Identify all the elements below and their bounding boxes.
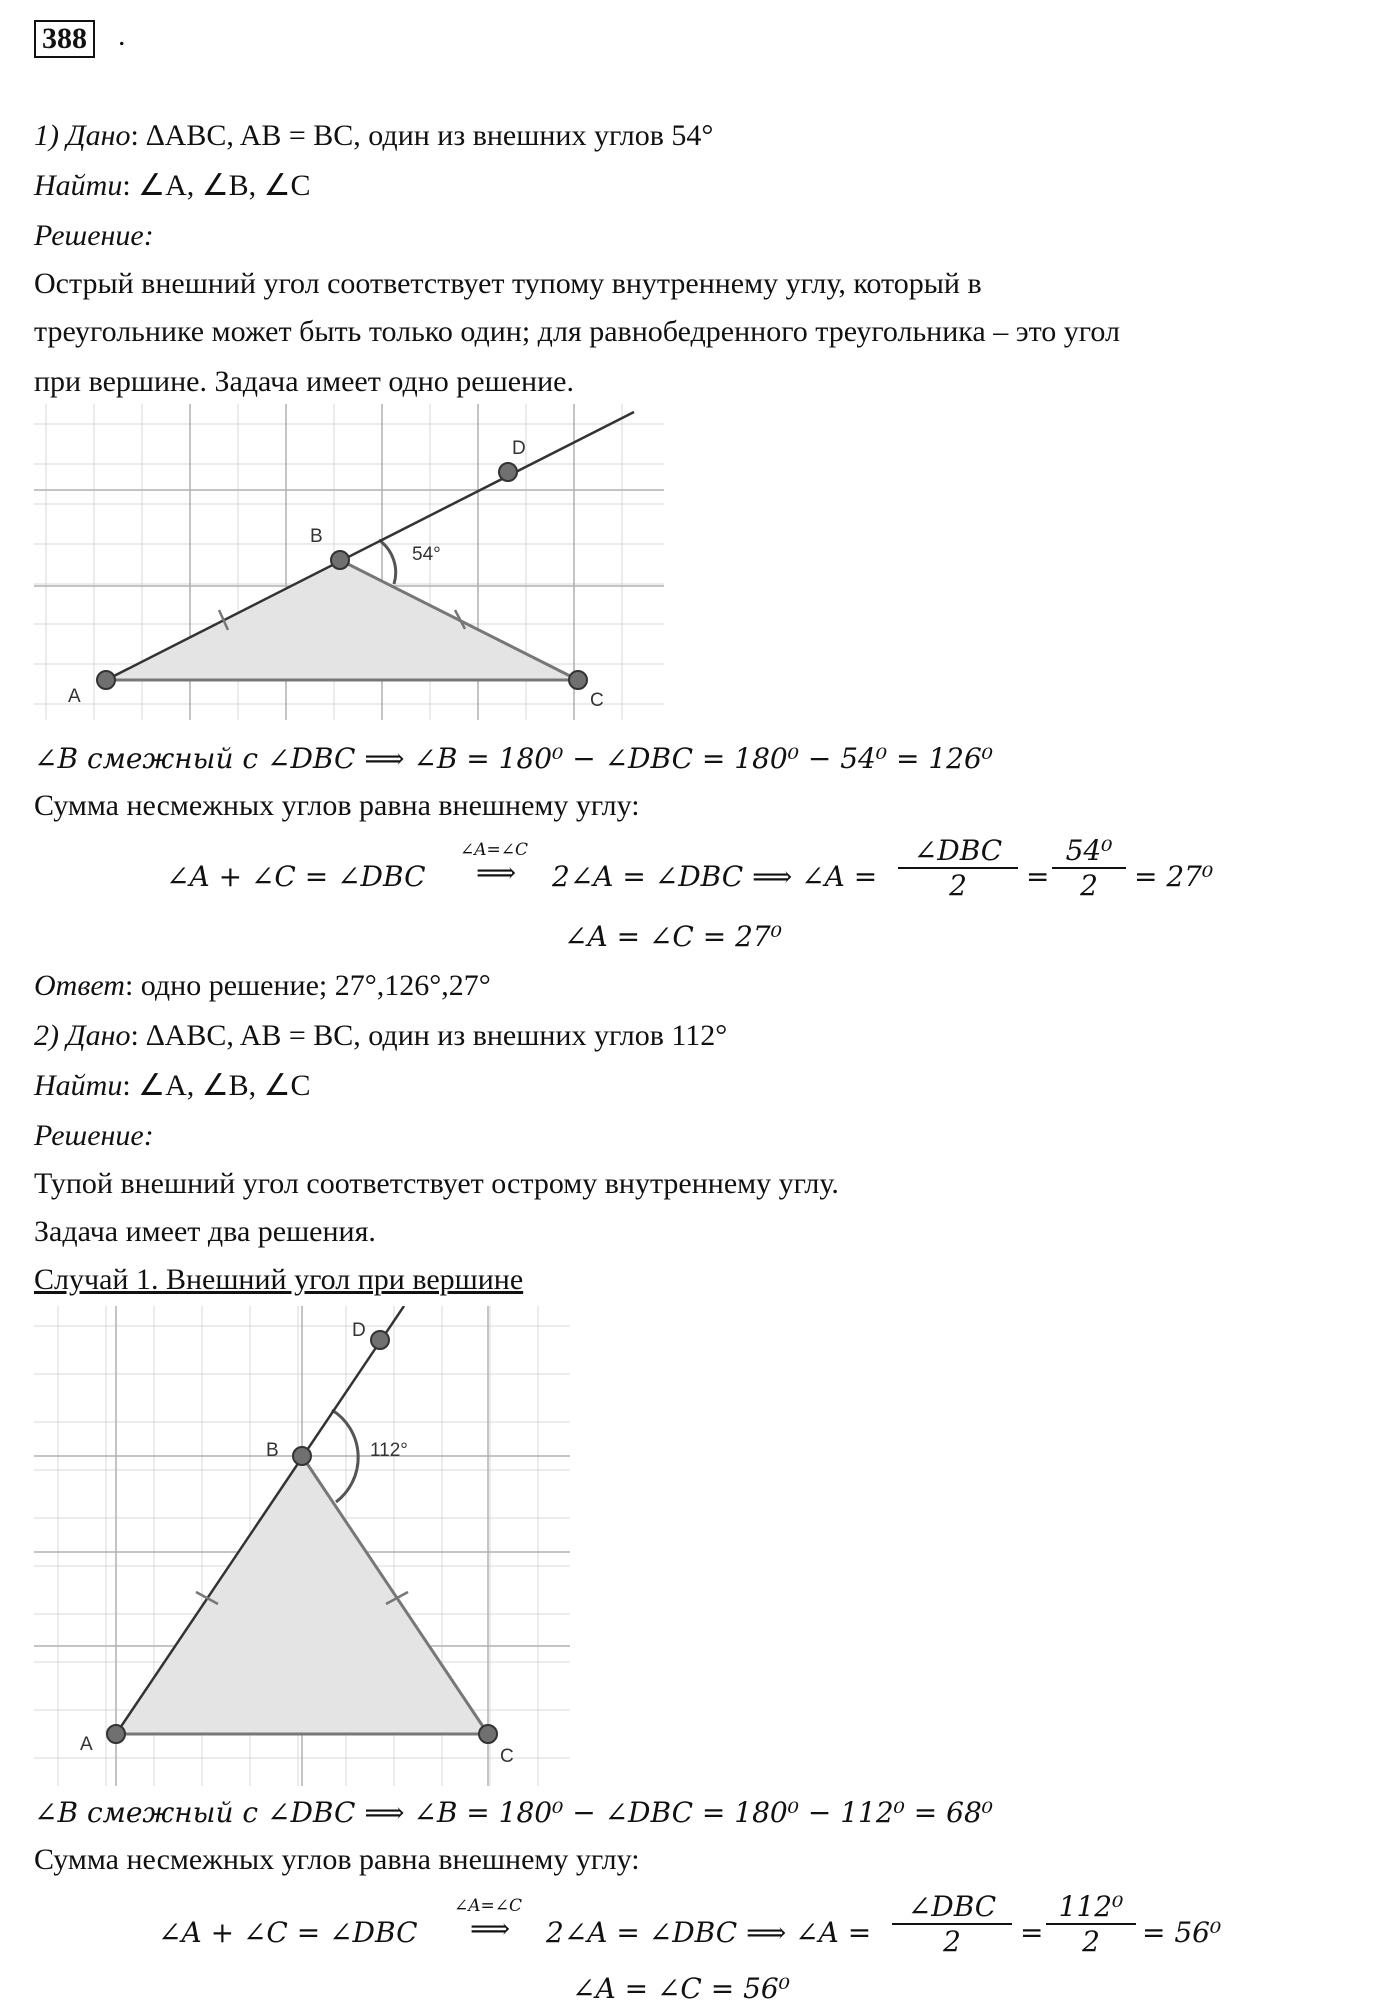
part1-given [34,118,713,154]
part1-arrow-label: ∠A=∠C [460,840,529,860]
point-D-1 [499,463,517,481]
part1-answer-label: Ответ [34,969,125,1002]
part1-eq-left: ∠A + ∠C = ∠DBC [166,860,426,893]
part2-frac1 [892,1890,1012,1958]
label-D-1: D [512,438,526,459]
part1-given-text: : ∆ABC, AB = BC, один из внешних углов 54° [130,119,714,152]
part2-para1: Тупой внешний угол соответствует острому внутреннему углу. [34,1167,839,1200]
part2-frac1-bot: 2 [943,1925,961,1958]
part2-case1: Случай 1. Внешний угол при вершине [34,1263,524,1296]
part2-arrow-label: ∠A=∠C [454,1896,523,1916]
point-B-2 [293,1447,311,1465]
part1-frac1-top: ∠DBC [898,834,1018,869]
part1-frac2 [1052,834,1126,902]
part2-eq-mid: 2∠A = ∠DBC ⟹ ∠A = [546,1916,872,1949]
triangle-2-fill [116,1456,488,1734]
point-D-2 [371,1331,389,1349]
part1-adjacent-eq: ∠B смежный с ∠DBC ⟹ ∠B = 180⁰ − ∠DBC = 180⁰ − 54⁰ = 126⁰ [34,742,993,775]
label-B-2: B [266,1440,279,1461]
part1-solution-label: Решение: [34,219,154,252]
part2-frac1-top: ∠DBC [892,1890,1012,1925]
part2-frac2-top: 112⁰ [1046,1890,1136,1925]
part2-frac2-bot: 2 [1082,1925,1100,1958]
part1-answer-text: : одно решение; 27°,126°,27° [124,969,491,1002]
problem-number-dot: . [118,19,126,52]
part2-implies-arrow: ⟹ [470,1912,511,1945]
problem-number: 388 [34,20,95,58]
part1-frac2-top: 54⁰ [1052,834,1126,869]
label-C-2: C [500,1746,514,1767]
part1-eq-result: = 27⁰ [1134,860,1214,893]
part1-answer [34,968,491,1004]
part2-adjacent-eq: ∠B смежный с ∠DBC ⟹ ∠B = 180⁰ − ∠DBC = 180⁰ − 112⁰ = 68⁰ [34,1796,993,1829]
point-A-2 [107,1725,125,1743]
point-C-2 [479,1725,497,1743]
part1-find-label: Найти [34,169,123,202]
part1-sum-text: Сумма несмежных углов равна внешнему углу: [34,789,640,822]
part2-frac2 [1046,1890,1136,1958]
point-B-1 [331,551,349,569]
label-C-1: C [590,690,604,711]
part2-find [34,1068,311,1104]
part2-eq-result: = 56⁰ [1142,1916,1222,1949]
part1-para1: Острый внешний угол соответствует тупому внутреннему углу, который в [34,267,982,300]
part2-find-text: : ∠A, ∠B, ∠C [122,1069,311,1102]
part2-eq-sign: = [1020,1916,1044,1949]
part1-para2: треугольнике может быть только один; для равнобедренного треугольника – это угол [34,315,1120,348]
part1-eq2: ∠A = ∠C = 27⁰ [564,920,782,953]
part2-given [34,1018,727,1054]
point-C-1 [569,671,587,689]
part2-para2: Задача имеет два решения. [34,1215,376,1248]
part1-para3: при вершине. Задача имеет одно решение. [34,365,574,398]
angle-label-2: 112° [370,1440,408,1461]
part2-solution-label: Решение: [34,1119,154,1152]
label-A-2: A [80,1734,93,1755]
part2-eq-left: ∠A + ∠C = ∠DBC [158,1916,418,1949]
label-A-1: A [68,686,81,707]
part1-eq-sign: = [1026,860,1050,893]
part2-find-label: Найти [34,1069,123,1102]
part2-given-label: 2) Дано [34,1019,131,1052]
part2-given-text: : ∆ABC, AB = BC, один из внешних углов 112° [130,1019,728,1052]
part1-given-label: 1) Дано [34,119,131,152]
figure-2 [34,1306,570,1786]
figure-1 [34,404,664,720]
triangle-1-fill [106,560,578,680]
angle-label-1: 54° [412,544,441,565]
point-A-1 [97,671,115,689]
label-B-1: B [310,526,323,547]
part2-sum-text: Сумма несмежных углов равна внешнему углу: [34,1843,640,1876]
part1-frac1-bot: 2 [949,869,967,902]
part1-find-text: : ∠A, ∠B, ∠C [122,169,311,202]
part2-eq2: ∠A = ∠C = 56⁰ [572,1972,790,2005]
part1-find [34,168,311,204]
part1-frac2-bot: 2 [1080,869,1098,902]
part1-eq-mid: 2∠A = ∠DBC ⟹ ∠A = [552,860,878,893]
label-D-2: D [352,1320,366,1341]
part1-frac1 [898,834,1018,902]
part1-implies-arrow: ⟹ [476,856,517,889]
